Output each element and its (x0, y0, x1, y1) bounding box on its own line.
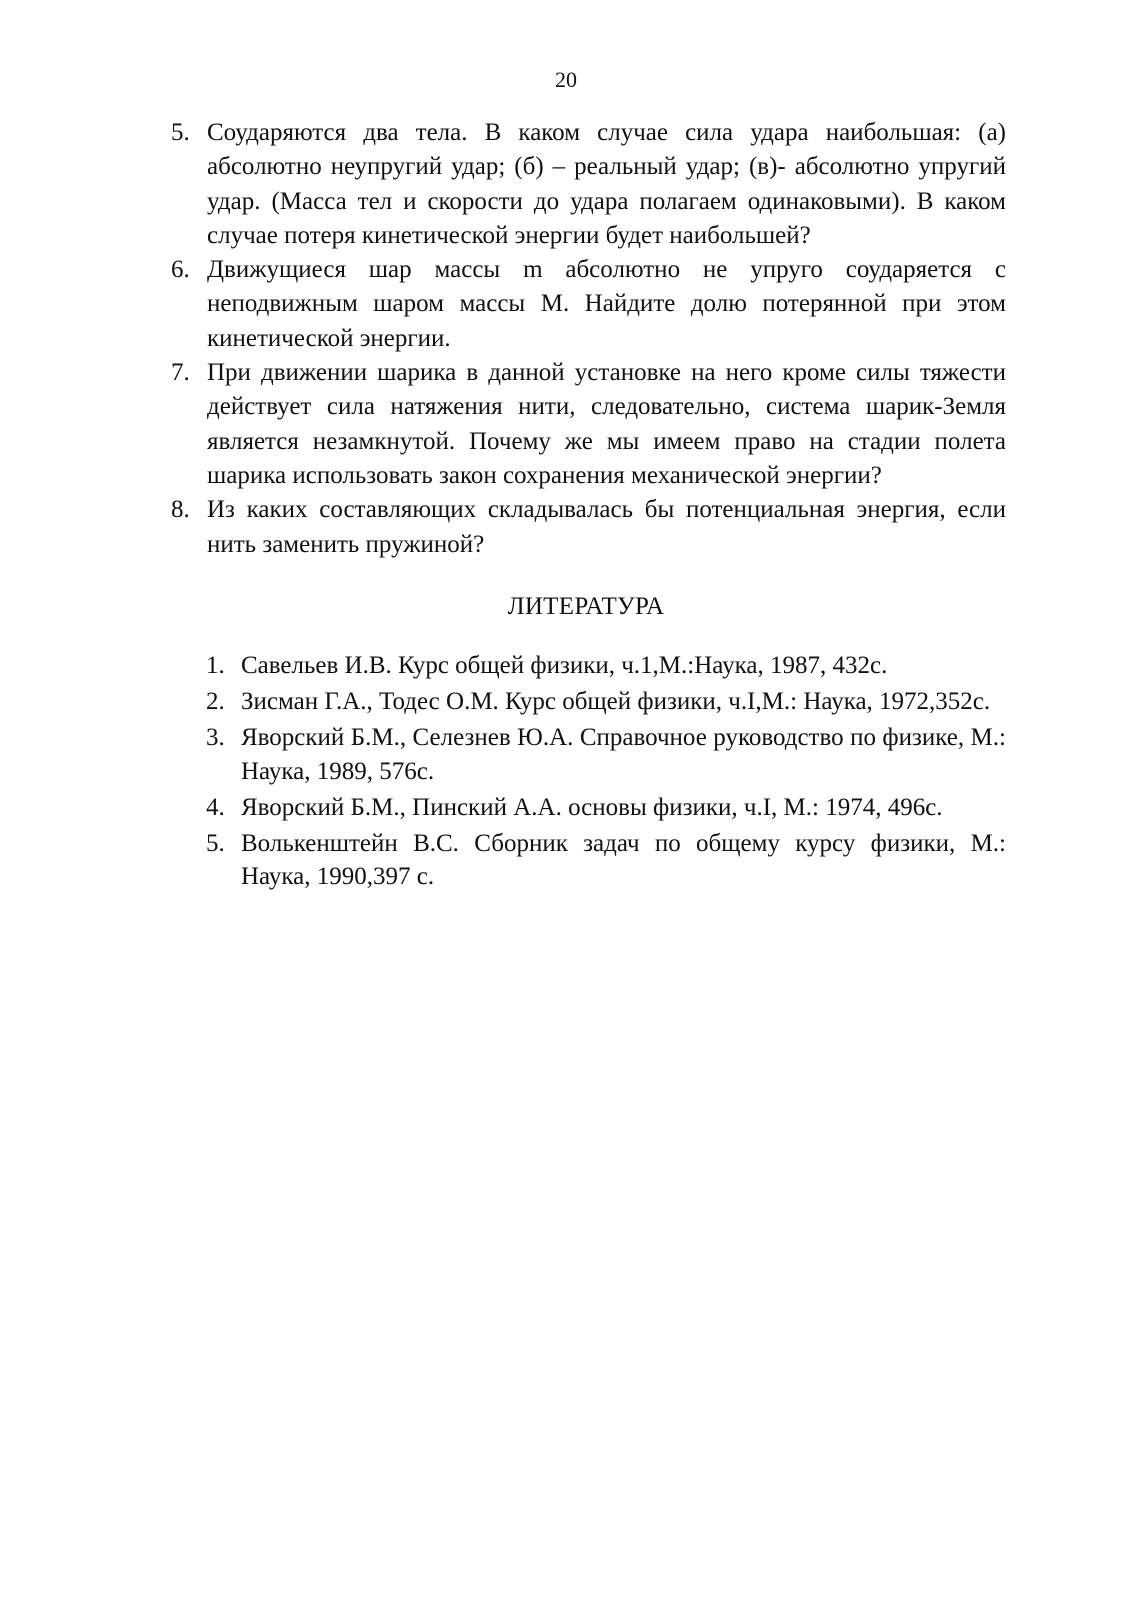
question-item-6 (171, 253, 1006, 356)
question-text: Соударяются два тела. В каком случае сила удара наибольшая: (а) абсолютно неупругий удар; (б) – реальный удар; (в)- абсолютно упругий удар. (Масса тел и скорости до удара полагаем одинаковыми). В каком случае потеря кинетической энергии будет наибольшей? (207, 119, 1006, 249)
reference-item-1 (206, 649, 1006, 683)
reference-item-4 (206, 791, 1006, 825)
question-number: 6. (171, 256, 190, 284)
reference-item-3 (206, 721, 1006, 788)
question-item-8 (171, 493, 1006, 562)
reference-item-5 (206, 827, 1006, 894)
question-item-5 (171, 116, 1006, 253)
page-number: 20 (555, 67, 577, 92)
reference-text: Савельев И.В. Курс общей физики, ч.1,М.:Наука, 1987, 432с. (241, 652, 888, 679)
reference-text: Зисман Г.А., Тодес О.М. Курс общей физики, ч.I,М.: Наука, 1972,352с. (241, 688, 991, 715)
question-item-7 (171, 356, 1006, 493)
reference-number: 1. (206, 652, 225, 679)
questions-list (171, 116, 1006, 562)
reference-text: Яворский Б.М., Пинский А.А. основы физики, ч.I, М.: 1974, 496с. (241, 793, 943, 821)
reference-number: 4. (206, 793, 225, 821)
reference-number: 2. (206, 688, 225, 715)
question-text: Из каких составляющих складывалась бы потенциальная энергия, если нить заменить пружиной? (207, 496, 1006, 558)
reference-number: 5. (206, 829, 225, 857)
question-number: 5. (171, 119, 190, 146)
literature-heading: ЛИТЕРАТУРА (507, 593, 665, 620)
reference-item-2 (206, 685, 1006, 719)
question-text: Движущиеся шар массы m абсолютно не упруго соударяется с неподвижным шаром массы М. Найдите долю потерянной при этом кинетической энергии. (207, 256, 1006, 352)
references-list (206, 649, 1006, 896)
reference-text: Волькенштейн В.С. Сборник задач по общему курсу физики, М.: Наука, 1990,397 с. (241, 829, 1006, 890)
reference-text: Яворский Б.М., Селезнев Ю.А. Справочное руководство по физике, М.: Наука, 1989, 576с. (241, 724, 1006, 785)
question-number: 7. (171, 359, 190, 387)
question-text: При движении шарика в данной установке на него кроме силы тяжести действует сила натяжения нити, следовательно, система шарик-Земля является незамкнутой. Почему же мы имеем право на стадии полета шарика использовать закон сохранения механической энергии? (207, 359, 1006, 489)
question-number: 8. (171, 496, 190, 524)
reference-number: 3. (206, 724, 225, 751)
